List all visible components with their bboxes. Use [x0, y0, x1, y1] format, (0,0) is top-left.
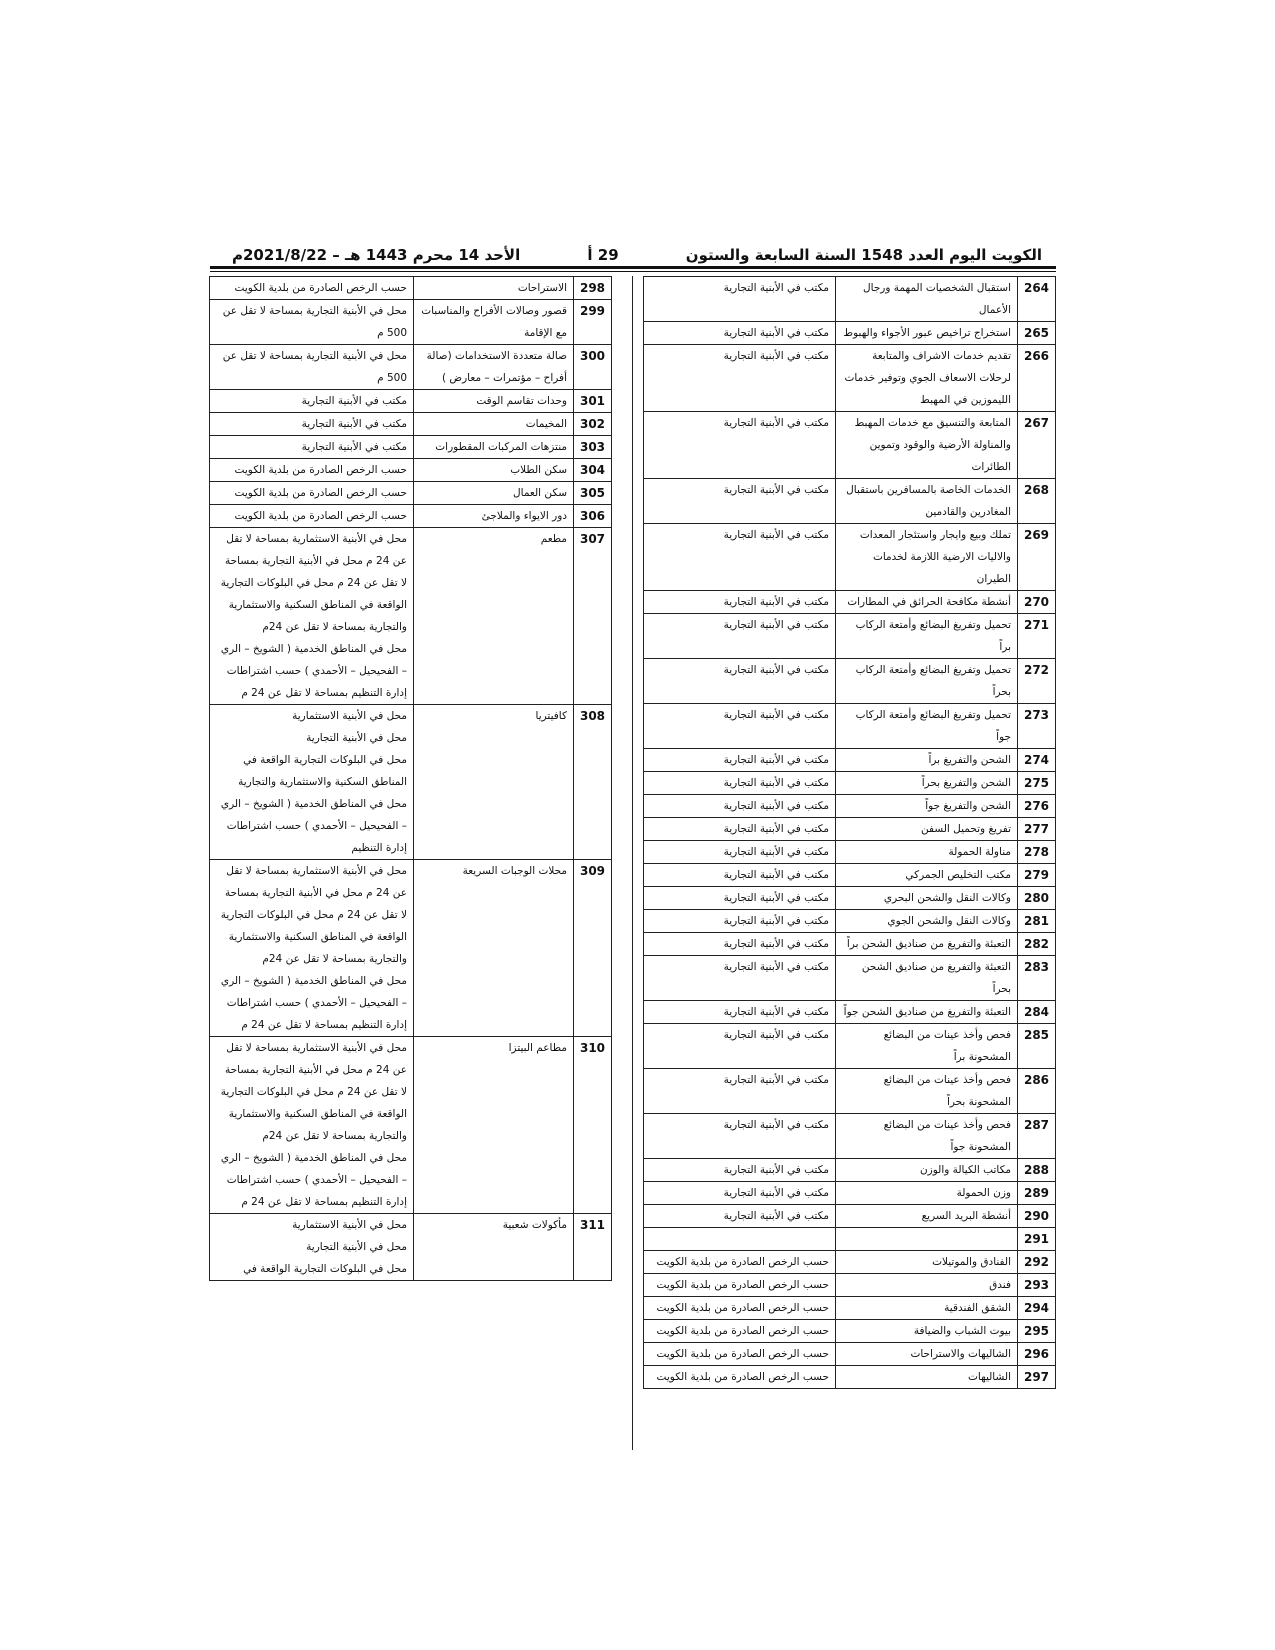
activity-name: وزن الحمولة	[836, 1182, 1018, 1205]
activity-name: المخيمات	[414, 413, 574, 436]
activity-location: مكتب في الأبنية التجارية	[644, 614, 836, 659]
activity-location: مكتب في الأبنية التجارية	[644, 1114, 836, 1159]
activity-name: مطاعم البيتزا	[414, 1037, 574, 1214]
activity-name: مكتب التخليص الجمركي	[836, 864, 1018, 887]
table-row	[644, 910, 1056, 933]
table-row	[644, 1024, 1056, 1069]
activity-number: 303	[574, 436, 612, 459]
activity-number: 301	[574, 390, 612, 413]
activity-location: مكتب في الأبنية التجارية	[644, 933, 836, 956]
activity-name: الشقق الفندقية	[836, 1297, 1018, 1320]
activity-location: مكتب في الأبنية التجارية	[644, 412, 836, 479]
activity-location: مكتب في الأبنية التجارية	[644, 864, 836, 887]
activity-number: 309	[574, 860, 612, 1037]
table-row	[644, 1366, 1056, 1389]
activity-location: محل في الأبنية التجارية بمساحة لا تقل عن 500 م	[210, 345, 414, 390]
table-row	[644, 933, 1056, 956]
activity-number: 281	[1018, 910, 1056, 933]
header-rule-thick	[210, 266, 1056, 269]
activity-location: مكتب في الأبنية التجارية	[644, 1159, 836, 1182]
activity-location: محل في الأبنية الاستثمارية بمساحة لا تقل عن 24 م محل في الأبنية التجارية بمساحة لا تقل عن 24 م محل في البلوكات التجارية الواقعة في المناطق السكنية والاستثمارية والتجارية بمساحة لا تقل عن 24م محل في المناطق الخدمية ( الشويخ – الري – الفحيحيل – الأحمدي ) حسب اشتراطات إدارة التنظيم بمساحة لا تقل عن 24 م	[210, 528, 414, 705]
activity-number: 284	[1018, 1001, 1056, 1024]
activity-location: مكتب في الأبنية التجارية	[644, 524, 836, 591]
activity-number: 294	[1018, 1297, 1056, 1320]
activity-name: الشاليهات	[836, 1366, 1018, 1389]
activity-name: تفريغ وتحميل السفن	[836, 818, 1018, 841]
activity-location: مكتب في الأبنية التجارية	[210, 436, 414, 459]
activity-location: محل في الأبنية الاستثمارية محل في الأبنية التجارية محل في البلوكات التجارية الواقعة في	[210, 1214, 414, 1281]
activity-location: حسب الرخص الصادرة من بلدية الكويت	[644, 1251, 836, 1274]
table-row	[644, 345, 1056, 412]
activities-table-right	[643, 276, 1056, 1389]
activity-name: فحص وأخذ عينات من البضائع المشحونة جواً	[836, 1114, 1018, 1159]
activity-location: مكتب في الأبنية التجارية	[644, 1001, 836, 1024]
activity-location: مكتب في الأبنية التجارية	[644, 1182, 836, 1205]
table-row	[210, 277, 612, 300]
table-row	[644, 887, 1056, 910]
table-row	[644, 1320, 1056, 1343]
table-row	[644, 322, 1056, 345]
page-number: 29 أ	[587, 246, 619, 264]
activity-location: مكتب في الأبنية التجارية	[644, 659, 836, 704]
activity-name: التعبئة والتفريغ من صناديق الشحن براً	[836, 933, 1018, 956]
activity-number: 295	[1018, 1320, 1056, 1343]
table-row	[644, 841, 1056, 864]
table-row	[210, 528, 612, 705]
table-row	[644, 659, 1056, 704]
column-divider	[632, 276, 633, 1450]
activity-number: 276	[1018, 795, 1056, 818]
activity-number: 269	[1018, 524, 1056, 591]
header-rule-thin	[210, 271, 1056, 272]
table-row	[644, 1182, 1056, 1205]
activity-number: 264	[1018, 277, 1056, 322]
activity-location	[644, 1228, 836, 1251]
activity-location: حسب الرخص الصادرة من بلدية الكويت	[644, 1320, 836, 1343]
activity-location: مكتب في الأبنية التجارية	[210, 390, 414, 413]
activity-name: سكن العمال	[414, 482, 574, 505]
table-row	[644, 524, 1056, 591]
activity-location: حسب الرخص الصادرة من بلدية الكويت	[644, 1274, 836, 1297]
activity-location: مكتب في الأبنية التجارية	[644, 322, 836, 345]
activity-name: تملك وبيع وايجار واستئجار المعدات والاليات الارضية اللازمة لخدمات الطيران	[836, 524, 1018, 591]
activity-name: استقبال الشخصيات المهمة ورجال الأعمال	[836, 277, 1018, 322]
activity-location: مكتب في الأبنية التجارية	[644, 1205, 836, 1228]
activity-number: 307	[574, 528, 612, 705]
activity-location: مكتب في الأبنية التجارية	[644, 1024, 836, 1069]
table-row	[644, 591, 1056, 614]
activity-number: 306	[574, 505, 612, 528]
activity-location: محل في الأبنية الاستثمارية محل في الأبنية التجارية محل في البلوكات التجارية الواقعة في المناطق السكنية والاستثمارية والتجارية محل في المناطق الخدمية ( الشويخ – الري – الفحيحيل – الأحمدي ) حسب اشتراطات إدارة التنظيم	[210, 705, 414, 860]
activity-location: مكتب في الأبنية التجارية	[644, 591, 836, 614]
table-row	[210, 413, 612, 436]
table-row	[210, 390, 612, 413]
page-header	[232, 236, 1042, 264]
table-row	[644, 864, 1056, 887]
activity-name: صالة متعددة الاستخدامات (صالة أفراح – مؤتمرات – معارض )	[414, 345, 574, 390]
activity-name: تحميل وتفريغ البضائع وأمتعة الركاب بحراً	[836, 659, 1018, 704]
activity-name: أنشطة البريد السريع	[836, 1205, 1018, 1228]
activity-name: الشاليهات والاستراحات	[836, 1343, 1018, 1366]
activity-location: مكتب في الأبنية التجارية	[644, 795, 836, 818]
activity-number: 277	[1018, 818, 1056, 841]
activities-table-left	[209, 276, 612, 1281]
activity-number: 279	[1018, 864, 1056, 887]
activity-number: 287	[1018, 1114, 1056, 1159]
activity-name: مأكولات شعبية	[414, 1214, 574, 1281]
activity-location: حسب الرخص الصادرة من بلدية الكويت	[210, 505, 414, 528]
activity-name: مطعم	[414, 528, 574, 705]
activity-name: فحص وأخذ عينات من البضائع المشحونة براً	[836, 1024, 1018, 1069]
activity-number: 290	[1018, 1205, 1056, 1228]
activity-location: مكتب في الأبنية التجارية	[210, 413, 414, 436]
table-row	[210, 860, 612, 1037]
activity-name: وكالات النقل والشحن البحري	[836, 887, 1018, 910]
activity-name: وكالات النقل والشحن الجوي	[836, 910, 1018, 933]
table-row	[644, 277, 1056, 322]
table-row	[210, 705, 612, 860]
activity-location: مكتب في الأبنية التجارية	[644, 772, 836, 795]
table-row	[210, 300, 612, 345]
activity-location: حسب الرخص الصادرة من بلدية الكويت	[644, 1343, 836, 1366]
activity-name: وحدات تقاسم الوقت	[414, 390, 574, 413]
activity-number: 297	[1018, 1366, 1056, 1389]
activity-number: 280	[1018, 887, 1056, 910]
activity-number: 271	[1018, 614, 1056, 659]
activity-location: مكتب في الأبنية التجارية	[644, 277, 836, 322]
activity-number: 272	[1018, 659, 1056, 704]
activity-name: فحص وأخذ عينات من البضائع المشحونة بحراً	[836, 1069, 1018, 1114]
activity-location: مكتب في الأبنية التجارية	[644, 749, 836, 772]
activity-location: مكتب في الأبنية التجارية	[644, 887, 836, 910]
table-row	[644, 1114, 1056, 1159]
activity-name: مكاتب الكيالة والوزن	[836, 1159, 1018, 1182]
table-row	[644, 772, 1056, 795]
activity-number: 293	[1018, 1274, 1056, 1297]
activity-name: المتابعة والتنسيق مع خدمات المهبط والمناولة الأرضية والوقود وتموين الطائرات	[836, 412, 1018, 479]
table-row	[644, 412, 1056, 479]
table-row	[644, 1251, 1056, 1274]
table-row	[644, 1297, 1056, 1320]
table-row	[644, 1343, 1056, 1366]
activity-name: استخراج تراخيص عبور الأجواء والهبوط	[836, 322, 1018, 345]
right-column	[644, 276, 1056, 1389]
activity-name: بيوت الشباب والضيافة	[836, 1320, 1018, 1343]
activity-location: حسب الرخص الصادرة من بلدية الكويت	[210, 482, 414, 505]
left-column	[210, 276, 612, 1281]
activity-number: 275	[1018, 772, 1056, 795]
activity-location: مكتب في الأبنية التجارية	[644, 704, 836, 749]
table-row	[644, 614, 1056, 659]
table-row	[210, 1037, 612, 1214]
activity-name: أنشطة مكافحة الحرائق في المطارات	[836, 591, 1018, 614]
activity-location: حسب الرخص الصادرة من بلدية الكويت	[210, 277, 414, 300]
table-row	[644, 1069, 1056, 1114]
activity-number: 286	[1018, 1069, 1056, 1114]
activity-location: محل في الأبنية التجارية بمساحة لا تقل عن 500 م	[210, 300, 414, 345]
activity-location: مكتب في الأبنية التجارية	[644, 818, 836, 841]
activity-number: 296	[1018, 1343, 1056, 1366]
activity-name: منتزهات المركبات المقطورات	[414, 436, 574, 459]
activity-number: 282	[1018, 933, 1056, 956]
table-row	[644, 818, 1056, 841]
activity-number: 285	[1018, 1024, 1056, 1069]
activity-number: 278	[1018, 841, 1056, 864]
activity-number: 289	[1018, 1182, 1056, 1205]
activity-name: الفنادق والموتيلات	[836, 1251, 1018, 1274]
table-row	[210, 1214, 612, 1281]
table-row	[644, 795, 1056, 818]
table-row	[644, 1228, 1056, 1251]
activity-location: حسب الرخص الصادرة من بلدية الكويت	[644, 1297, 836, 1320]
table-row	[210, 459, 612, 482]
activity-number: 288	[1018, 1159, 1056, 1182]
activity-location: محل في الأبنية الاستثمارية بمساحة لا تقل عن 24 م محل في الأبنية التجارية بمساحة لا تقل عن 24 م محل في البلوكات التجارية الواقعة في المناطق السكنية والاستثمارية والتجارية بمساحة لا تقل عن 24م محل في المناطق الخدمية ( الشويخ – الري – الفحيحيل – الأحمدي ) حسب اشتراطات إدارة التنظيم بمساحة لا تقل عن 24 م	[210, 1037, 414, 1214]
activity-number: 310	[574, 1037, 612, 1214]
activity-name: محلات الوجبات السريعة	[414, 860, 574, 1037]
activity-number: 305	[574, 482, 612, 505]
activity-name: مناولة الحمولة	[836, 841, 1018, 864]
table-row	[644, 704, 1056, 749]
activity-location: محل في الأبنية الاستثمارية بمساحة لا تقل عن 24 م محل في الأبنية التجارية بمساحة لا تقل عن 24 م محل في البلوكات التجارية الواقعة في المناطق السكنية والاستثمارية والتجارية بمساحة لا تقل عن 24م محل في المناطق الخدمية ( الشويخ – الري – الفحيحيل – الأحمدي ) حسب اشتراطات إدارة التنظيم بمساحة لا تقل عن 24 م	[210, 860, 414, 1037]
activity-location: مكتب في الأبنية التجارية	[644, 910, 836, 933]
activity-number: 267	[1018, 412, 1056, 479]
activity-number: 311	[574, 1214, 612, 1281]
activity-number: 299	[574, 300, 612, 345]
activity-number: 302	[574, 413, 612, 436]
activity-name: فندق	[836, 1274, 1018, 1297]
activity-number: 283	[1018, 956, 1056, 1001]
table-row	[644, 1274, 1056, 1297]
activity-location: حسب الرخص الصادرة من بلدية الكويت	[210, 459, 414, 482]
table-row	[210, 482, 612, 505]
activity-name: الشحن والتفريغ براً	[836, 749, 1018, 772]
activity-name: الشحن والتفريغ بحراً	[836, 772, 1018, 795]
activity-name: التعبئة والتفريغ من صناديق الشحن جواً	[836, 1001, 1018, 1024]
activity-number: 265	[1018, 322, 1056, 345]
activity-name: تقديم خدمات الاشراف والمتابعة لرحلات الاسعاف الجوي وتوفير خدمات الليموزين في المهبط	[836, 345, 1018, 412]
table-row	[210, 436, 612, 459]
activity-number: 291	[1018, 1228, 1056, 1251]
activity-name: قصور وصالات الأفراح والمناسبات مع الإقامة	[414, 300, 574, 345]
activity-number: 298	[574, 277, 612, 300]
activity-name: سكن الطلاب	[414, 459, 574, 482]
gazette-issue-title: الكويت اليوم العدد 1548 السنة السابعة والستون	[685, 246, 1042, 264]
activity-number: 270	[1018, 591, 1056, 614]
table-row	[644, 1001, 1056, 1024]
table-row	[210, 505, 612, 528]
activity-number: 273	[1018, 704, 1056, 749]
activity-location: حسب الرخص الصادرة من بلدية الكويت	[644, 1366, 836, 1389]
activity-location: مكتب في الأبنية التجارية	[644, 841, 836, 864]
table-row	[210, 345, 612, 390]
table-row	[644, 479, 1056, 524]
activity-number: 308	[574, 705, 612, 860]
activity-number: 274	[1018, 749, 1056, 772]
table-row	[644, 956, 1056, 1001]
activity-name: تحميل وتفريغ البضائع وأمتعة الركاب براً	[836, 614, 1018, 659]
activity-location: مكتب في الأبنية التجارية	[644, 479, 836, 524]
activity-number: 300	[574, 345, 612, 390]
activity-name: تحميل وتفريغ البضائع وأمتعة الركاب جواً	[836, 704, 1018, 749]
activity-number: 304	[574, 459, 612, 482]
activity-name: الاستراحات	[414, 277, 574, 300]
table-row	[644, 1159, 1056, 1182]
table-row	[644, 1205, 1056, 1228]
activity-name: الخدمات الخاصة بالمسافرين باستقبال المغادرين والقادمين	[836, 479, 1018, 524]
activity-name: دور الايواء والملاجئ	[414, 505, 574, 528]
activity-location: مكتب في الأبنية التجارية	[644, 1069, 836, 1114]
activity-name	[836, 1228, 1018, 1251]
activity-name: كافيتريا	[414, 705, 574, 860]
activity-number: 266	[1018, 345, 1056, 412]
activity-number: 292	[1018, 1251, 1056, 1274]
issue-date: الأحد 14 محرم 1443 هـ – 2021/8/22م	[232, 246, 521, 264]
activity-name: التعبئة والتفريغ من صناديق الشحن بحراً	[836, 956, 1018, 1001]
activity-number: 268	[1018, 479, 1056, 524]
activity-location: مكتب في الأبنية التجارية	[644, 345, 836, 412]
activity-name: الشحن والتفريغ جواً	[836, 795, 1018, 818]
table-row	[644, 749, 1056, 772]
activity-location: مكتب في الأبنية التجارية	[644, 956, 836, 1001]
